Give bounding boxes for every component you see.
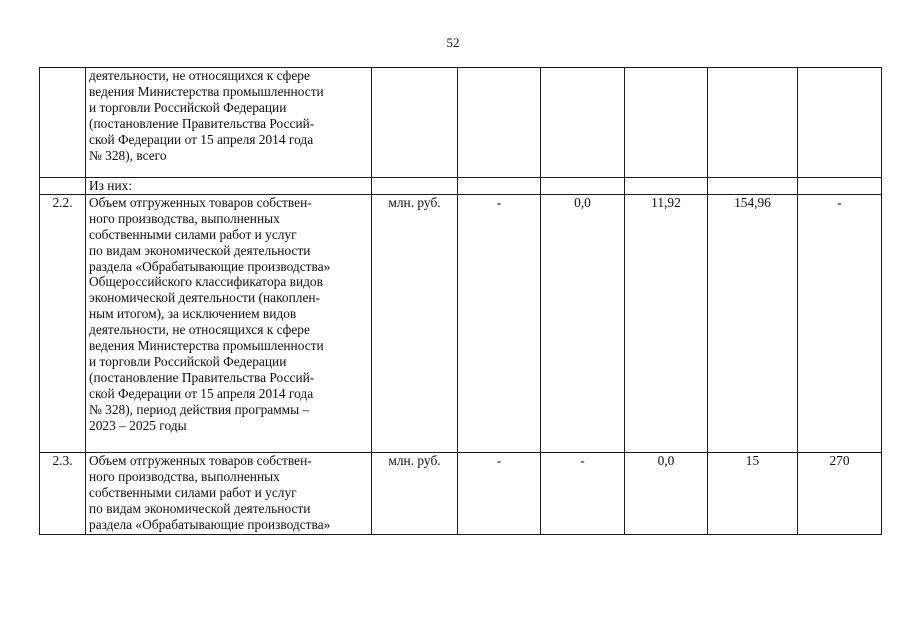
value-cell [458,68,541,178]
value-cell: - [458,452,541,534]
unit-cell [372,178,458,195]
value-cell: 0,0 [541,194,625,452]
table-row [40,452,882,534]
indicator-name-line: деятельности, не относящихся к сфере [89,68,310,83]
value-cell: 0,0 [625,452,708,534]
value-cell: 11,92 [625,194,708,452]
indicator-name-line: по видам экономической деятельности [89,242,311,258]
indicator-name-line: (постановление Правительства Россий- [89,115,315,131]
indicator-name-line: собственными силами работ и услуг [89,484,297,500]
value-cell: - [798,194,882,452]
indicator-name-line: раздела «Обрабатывающие производства» [89,258,331,274]
indicator-name-line: ской Федерации от 15 апреля 2014 года [89,131,314,147]
indicator-name-line: по видам экономической деятельности [89,500,311,516]
value-cell: 154,96 [708,194,798,452]
value-cell: 270 [798,452,882,534]
row-number-cell [40,178,86,195]
indicator-name-line: (постановление Правительства Россий- [89,369,315,385]
unit-cell: млн. руб. [372,452,458,534]
value-cell [625,178,708,195]
value-cell [798,68,882,178]
value-cell [541,178,625,195]
indicator-name-line: Из них: [89,178,133,193]
unit-cell: млн. руб. [372,194,458,452]
indicator-name-line: и торговли Российской Федерации [89,353,287,369]
unit-cell [372,68,458,178]
value-cell [708,68,798,178]
indicator-name-line: Объем отгруженных товаров собствен- [89,452,312,468]
page-number: 52 [446,35,460,50]
value-cell [625,68,708,178]
indicator-name-line: № 328), всего [89,147,167,163]
value-cell [708,178,798,195]
indicator-name-line: ным итогом), за исключением видов [89,306,297,322]
table-row [40,194,882,452]
indicator-name-line: ного производства, выполненных [89,468,280,484]
indicator-name-line: деятельности, не относящихся к сфере [89,322,310,338]
value-cell: 15 [708,452,798,534]
value-cell: - [541,452,625,534]
row-number-cell [40,68,86,178]
indicator-name-cell [86,68,372,178]
indicator-name-cell [86,178,372,195]
indicator-name-line: Объем отгруженных товаров собствен- [89,194,312,210]
table-row [40,178,882,195]
row-number-cell: 2.2. [40,194,86,452]
value-cell: - [458,194,541,452]
indicator-name-line: экономической деятельности (накоплен- [89,290,321,306]
indicator-name-line: ведения Министерства промышленности [89,338,324,354]
value-cell [798,178,882,195]
indicator-name-line: 2023 – 2025 годы [89,417,187,433]
indicator-name-line: № 328), период действия программы – [89,401,310,417]
indicator-name-line: ного производства, выполненных [89,210,280,226]
indicator-name-line: ской Федерации от 15 апреля 2014 года [89,385,314,401]
indicator-name-line: собственными силами работ и услуг [89,226,297,242]
indicator-name-line: и торговли Российской Федерации [89,99,287,115]
table-body [40,68,882,535]
row-number-cell: 2.3. [40,452,86,534]
data-table [39,67,882,535]
value-cell [541,68,625,178]
indicator-name-line: ведения Министерства промышленности [89,83,324,99]
table-row [40,68,882,178]
indicator-name-cell [86,452,372,534]
indicator-name-line: раздела «Обрабатывающие производства» [89,516,331,532]
indicator-name-cell [86,194,372,452]
value-cell [458,178,541,195]
indicator-name-line: Общероссийского классификатора видов [89,274,323,290]
